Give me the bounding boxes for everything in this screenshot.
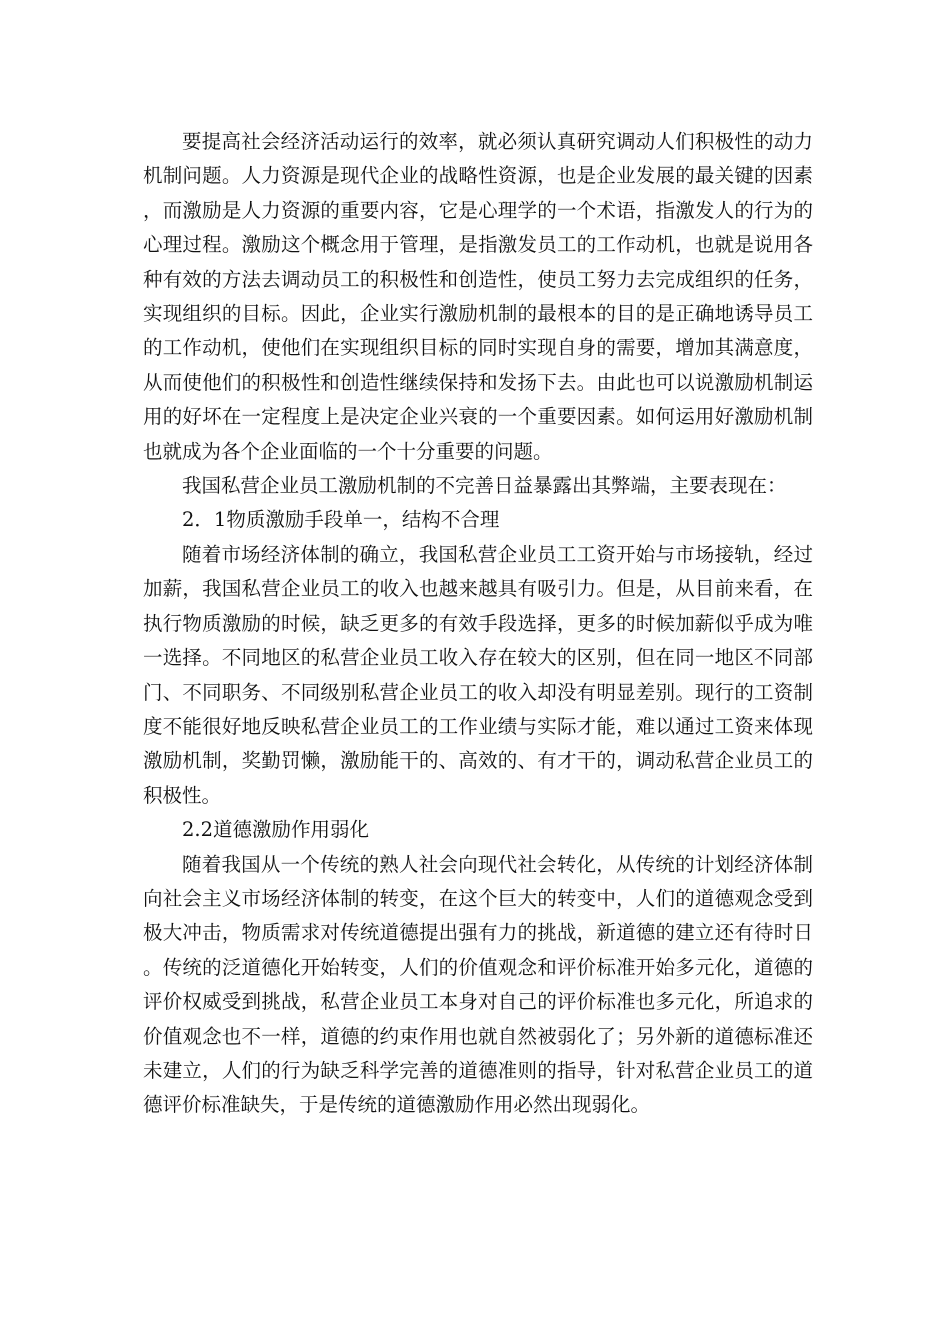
section-heading-2-2: 2.2道德激励作用弱化 bbox=[182, 818, 370, 842]
section-heading-2-1: 2．1物质激励手段单一，结构不合理 bbox=[182, 508, 500, 532]
document-body bbox=[143, 125, 813, 1123]
paragraph-intro: 要提高社会经济活动运行的效率，就必须认真研究调动人们积极性的动力机制问题。人力资源是现代企业的战略性资源，也是企业发展的最关键的因素，而激励是人力资源的重要内容，它是心理学的一个术语，指激发人的行为的心理过程。激励这个概念用于管理，是指激发员工的工作动机，也就是说用各种有效的方法去调动员工的积极性和创造性，使员工努力去完成组织的任务，实现组织的目标。因此，企业实行激励机制的最根本的目的是正确地诱导员工的工作动机，使他们在实现组织目标的同时实现自身的需要，增加其满意度，从而使他们的积极性和创造性继续保持和发扬下去。由此也可以说激励机制运用的好坏在一定程度上是决定企业兴衰的一个重要因素。如何运用好激励机制也就成为各个企业面临的一个十分重要的问题。 bbox=[143, 130, 813, 463]
paragraph-problems-lead: 我国私营企业员工激励机制的不完善日益暴露出其弊端，主要表现在： bbox=[182, 474, 787, 498]
paragraph-material-incentive: 随着市场经济体制的确立，我国私营企业员工工资开始与市场接轨，经过加薪，我国私营企业员工的收入也越来越具有吸引力。但是，从目前来看，在执行物质激励的时候，缺乏更多的有效手段选择，更多的时候加薪似乎成为唯一选择。不同地区的私营企业员工收入存在较大的区别，但在同一地区不同部门、不同职务、不同级别私营企业员工的收入却没有明显差别。现行的工资制度不能很好地反映私营企业员工的工作业绩与实际才能，难以通过工资来体现激励机制，奖勤罚懒，激励能干的、高效的、有才干的，调动私营企业员工的积极性。 bbox=[143, 542, 813, 807]
paragraph-moral-incentive: 随着我国从一个传统的熟人社会向现代社会转化，从传统的计划经济体制向社会主义市场经济体制的转变，在这个巨大的转变中，人们的道德观念受到极大冲击，物质需求对传统道德提出强有力的挑战，新道德的建立还有待时日。传统的泛道德化开始转变，人们的价值观念和评价标准开始多元化，道德的评价权威受到挑战，私营企业员工本身对自己的评价标准也多元化，所追求的价值观念也不一样，道德的约束作用也就自然被弱化了；另外新的道德标准还未建立，人们的行为缺乏科学完善的道德准则的指导，针对私营企业员工的道德评价标准缺失，于是传统的道德激励作用必然出现弱化。 bbox=[143, 852, 813, 1117]
